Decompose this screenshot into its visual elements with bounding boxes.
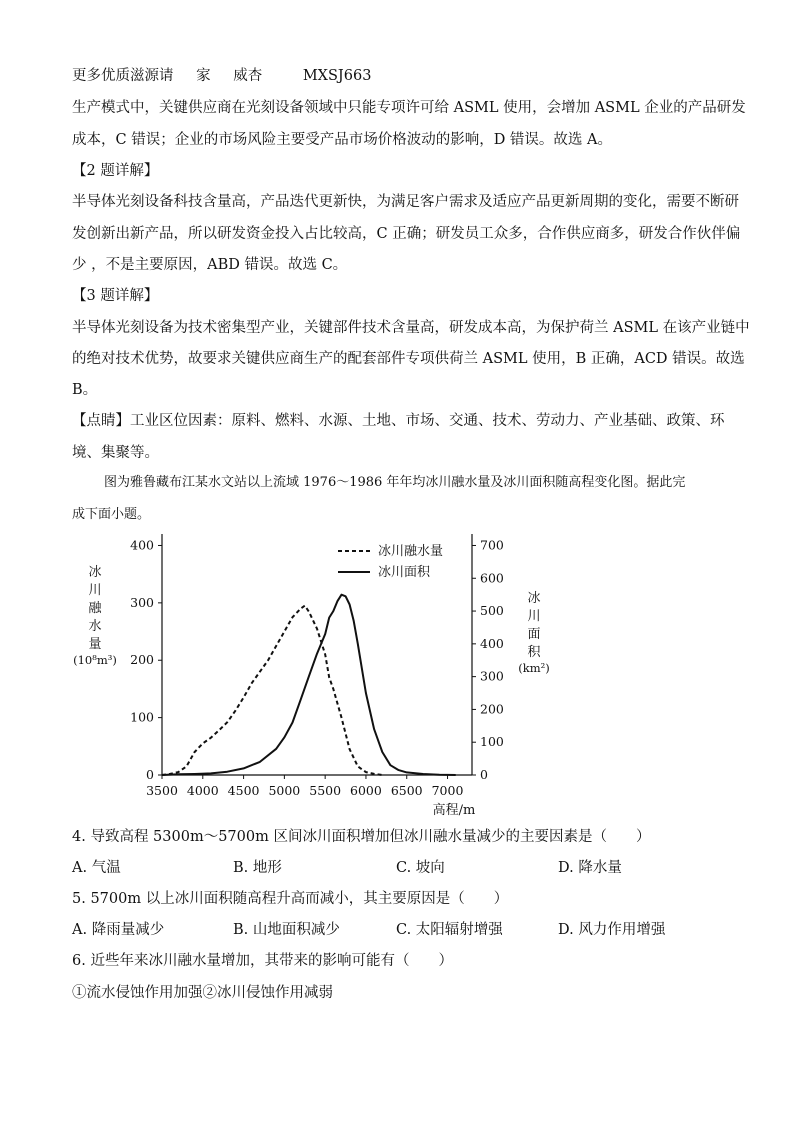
right-axis-label-1: 冰 bbox=[527, 591, 541, 606]
figure-intro-1: 图为雅鲁藏布江某水文站以上流域 1976～1986 年年均冰川融水量及冰川面积随高程变化图。据此完 bbox=[104, 475, 686, 490]
question-4: 4. 导致高程 5300m～5700m 区间冰川面积增加但冰川融水量减少的主要因素是（ ） bbox=[72, 829, 651, 845]
x-tick-label: 7000 bbox=[431, 783, 464, 798]
question-5-option-a[interactable]: A. 降雨量减少 bbox=[72, 922, 165, 938]
x-tick-label: 5500 bbox=[309, 783, 342, 798]
y-right-tick-label: 500 bbox=[480, 603, 504, 619]
answer-line-7: 的绝对技术优势，故要求关键供应商生产的配套部件专项供荷兰 ASML 使用，B 正确，ACD 错误。故选 bbox=[72, 351, 745, 367]
question-5-option-b[interactable]: B. 山地面积减少 bbox=[233, 922, 340, 938]
tip-line-2: 境、集聚等。 bbox=[72, 445, 159, 461]
answer-line-4: 发创新出新产品，所以研发资金投入占比较高，C 正确；研发员工众多，合作供应商多，研发合作伙伴偏 bbox=[72, 226, 741, 242]
right-axis-label-4: 积 bbox=[527, 645, 541, 660]
x-tick-label: 6500 bbox=[390, 783, 423, 798]
legend-label-meltwater: 冰川融水量 bbox=[378, 544, 444, 559]
header-part-2: 家 bbox=[196, 68, 211, 84]
right-axis-label-3: 面 bbox=[527, 627, 541, 642]
y-right-tick-label: 600 bbox=[480, 570, 504, 586]
y-left-tick-label: 300 bbox=[130, 594, 154, 610]
question-4-option-c[interactable]: C. 坡向 bbox=[396, 860, 445, 876]
header-part-3: 威杏 bbox=[233, 68, 263, 84]
left-axis-label-3: 融 bbox=[88, 601, 102, 616]
answer-line-2: 成本，C 错误；企业的市场风险主要受产品市场价格波动的影响，D 错误。故选 A。 bbox=[72, 132, 613, 148]
x-tick-label: 5000 bbox=[268, 783, 301, 798]
header-part-4: MXSJ663 bbox=[302, 68, 372, 84]
y-left-tick-label: 100 bbox=[130, 709, 154, 725]
question-5: 5. 5700m 以上冰川面积随高程升高而减小，其主要原因是（ ） bbox=[72, 891, 509, 907]
question-5-option-d[interactable]: D. 风力作用增强 bbox=[558, 922, 666, 938]
answer-line-1: 生产模式中，关键供应商在光刻设备领域中只能专项许可给 ASML 使用，会增加 ASML 企业的产品研发 bbox=[72, 100, 746, 116]
answer-line-5: 少 ，不是主要原因，ABD 错误。故选 C。 bbox=[72, 257, 348, 273]
right-axis-label-2: 川 bbox=[527, 609, 541, 624]
glacier-area-series-line bbox=[162, 595, 456, 775]
tip-line-1: 【点睛】工业区位因素：原料、燃料、水源、土地、市场、交通、技术、劳动力、产业基础、政策、环 bbox=[72, 413, 725, 429]
left-axis-label-5: 量 bbox=[88, 637, 102, 652]
answer-line-8: B。 bbox=[72, 382, 98, 398]
question-4-option-a[interactable]: A. 气温 bbox=[72, 860, 121, 876]
x-tick-label: 4000 bbox=[186, 783, 219, 798]
chart-legend bbox=[338, 543, 443, 580]
y-right-tick-label: 100 bbox=[480, 734, 504, 750]
figure-intro-2: 成下面小题。 bbox=[72, 507, 151, 522]
section-heading-3: 【3 题详解】 bbox=[72, 288, 159, 304]
section-heading-2: 【2 题详解】 bbox=[72, 163, 159, 179]
question-6-statements: ①流水侵蚀作用加强②冰川侵蚀作用减弱 bbox=[72, 985, 333, 1001]
x-tick-label: 6000 bbox=[350, 783, 382, 798]
y-left-tick-label: 400 bbox=[130, 537, 154, 553]
question-4-option-d[interactable]: D. 降水量 bbox=[558, 860, 622, 876]
y-right-tick-label: 200 bbox=[480, 701, 504, 717]
glacier-chart bbox=[60, 528, 550, 828]
question-5-option-c[interactable]: C. 太阳辐射增强 bbox=[396, 922, 503, 938]
left-axis-label-4: 水 bbox=[88, 619, 102, 634]
left-axis-label-2: 川 bbox=[88, 583, 102, 598]
x-tick-label: 3500 bbox=[146, 783, 178, 798]
y-left-tick-label: 200 bbox=[130, 652, 154, 668]
y-right-tick-label: 300 bbox=[480, 668, 504, 684]
header-watermark bbox=[72, 66, 371, 86]
question-4-option-b[interactable]: B. 地形 bbox=[233, 860, 282, 876]
chart-series bbox=[162, 595, 456, 775]
right-axis-unit: (km²) bbox=[518, 661, 550, 675]
y-left-tick-label: 0 bbox=[146, 767, 154, 782]
y-right-tick-label: 0 bbox=[480, 767, 488, 782]
x-tick-label: 4500 bbox=[227, 783, 260, 798]
header-part-1: 更多优质滋源请 bbox=[72, 68, 174, 84]
left-axis-label-1: 冰 bbox=[88, 565, 102, 580]
legend-label-area: 冰川面积 bbox=[378, 565, 431, 580]
answer-line-3: 半导体光刻设备科技含量高，产品迭代更新快，为满足客户需求及适应产品更新周期的变化，需要不断研 bbox=[72, 194, 739, 210]
meltwater-series-line bbox=[162, 606, 382, 775]
chart-ticks bbox=[130, 537, 504, 798]
answer-line-6: 半导体光刻设备为技术密集型产业，关键部件技术含量高，研发成本高，为保护荷兰 ASML 在该产业链中 bbox=[72, 320, 750, 336]
left-axis-unit: (10⁸m³) bbox=[73, 653, 117, 667]
y-right-tick-label: 700 bbox=[480, 537, 504, 553]
y-right-tick-label: 400 bbox=[480, 635, 504, 651]
x-axis-title: 高程/m bbox=[432, 803, 476, 818]
question-6: 6. 近些年来冰川融水量增加，其带来的影响可能有（ ） bbox=[72, 953, 453, 969]
